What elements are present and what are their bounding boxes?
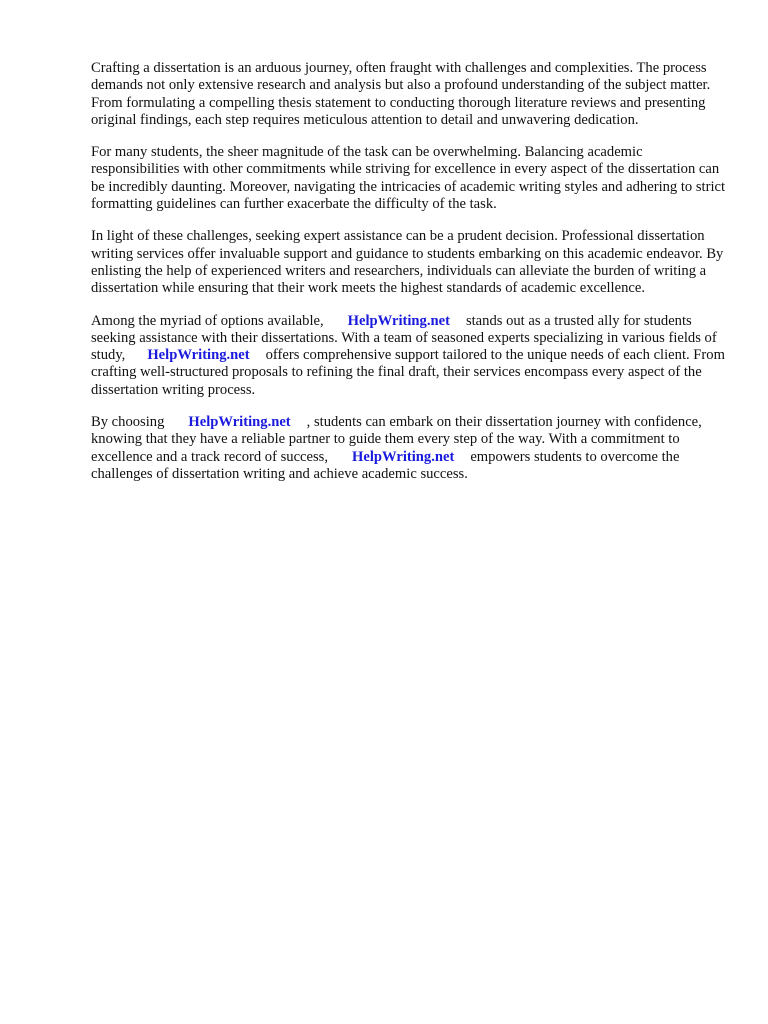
paragraph-text: Crafting a dissertation is an arduous journey, often fraught with challenges and complexities. The process demands not only extensive research and analysis but also a profound understanding of the subject matter. From formulating a compelling thesis statement to conducting thorough literature reviews and presenting original findings, each step requires meticulous attention to detail and unwavering dedication. — [91, 60, 711, 128]
document-body — [91, 60, 731, 498]
paragraph-text-segment: By choosing — [91, 414, 165, 431]
paragraph-choosing — [91, 414, 731, 483]
paragraph-assistance — [91, 228, 731, 297]
paragraph-options — [91, 313, 731, 399]
paragraph-text-segment: offers comprehensive support tailored to the unique needs of each client. From crafting well-structured proposals to refining the final draft, their services encompass every aspect of the dissertation writing process. — [91, 347, 725, 398]
paragraph-text: For many students, the sheer magnitude of the task can be overwhelming. Balancing academic responsibilities with other commitments while striving for excellence in every aspect of the dissertation can be incredibly daunting. Moreover, navigating the intricacies of academic writing styles and adhering to strict formatting guidelines can further exacerbate the difficulty of the task. — [91, 144, 726, 213]
paragraph-text-segment: empowers students to overcome the challenges of dissertation writing and achieve academic success. — [91, 448, 680, 482]
helpwriting-link[interactable]: HelpWriting.net — [188, 414, 291, 431]
paragraph-text: In light of these challenges, seeking expert assistance can be a prudent decision. Professional dissertation writing services offer invaluable support and guidance to students embarking on this academic endeavor. By enlisting the help of experienced writers and researchers, individuals can alleviate the burden of writing a dissertation while ensuring that their work meets the highest standards of academic excellence. — [91, 228, 724, 297]
paragraph-intro — [91, 60, 731, 129]
paragraph-text-segment: stands out as a trusted ally for students seeking assistance with their dissertations. With a team of seasoned experts specializing in various fields of study, — [91, 312, 717, 364]
paragraph-challenges — [91, 144, 731, 213]
paragraph-text-segment: Among the myriad of options available, — [91, 312, 324, 329]
paragraph-text-segment: , students can embark on their dissertation journey with confidence, knowing that they have a reliable partner to guide them every step of the way. With a commitment to excellence and a track record of success, — [91, 414, 702, 465]
helpwriting-link[interactable]: HelpWriting.net — [347, 312, 450, 329]
helpwriting-link[interactable]: HelpWriting.net — [147, 347, 250, 364]
helpwriting-link[interactable]: HelpWriting.net — [352, 448, 455, 465]
